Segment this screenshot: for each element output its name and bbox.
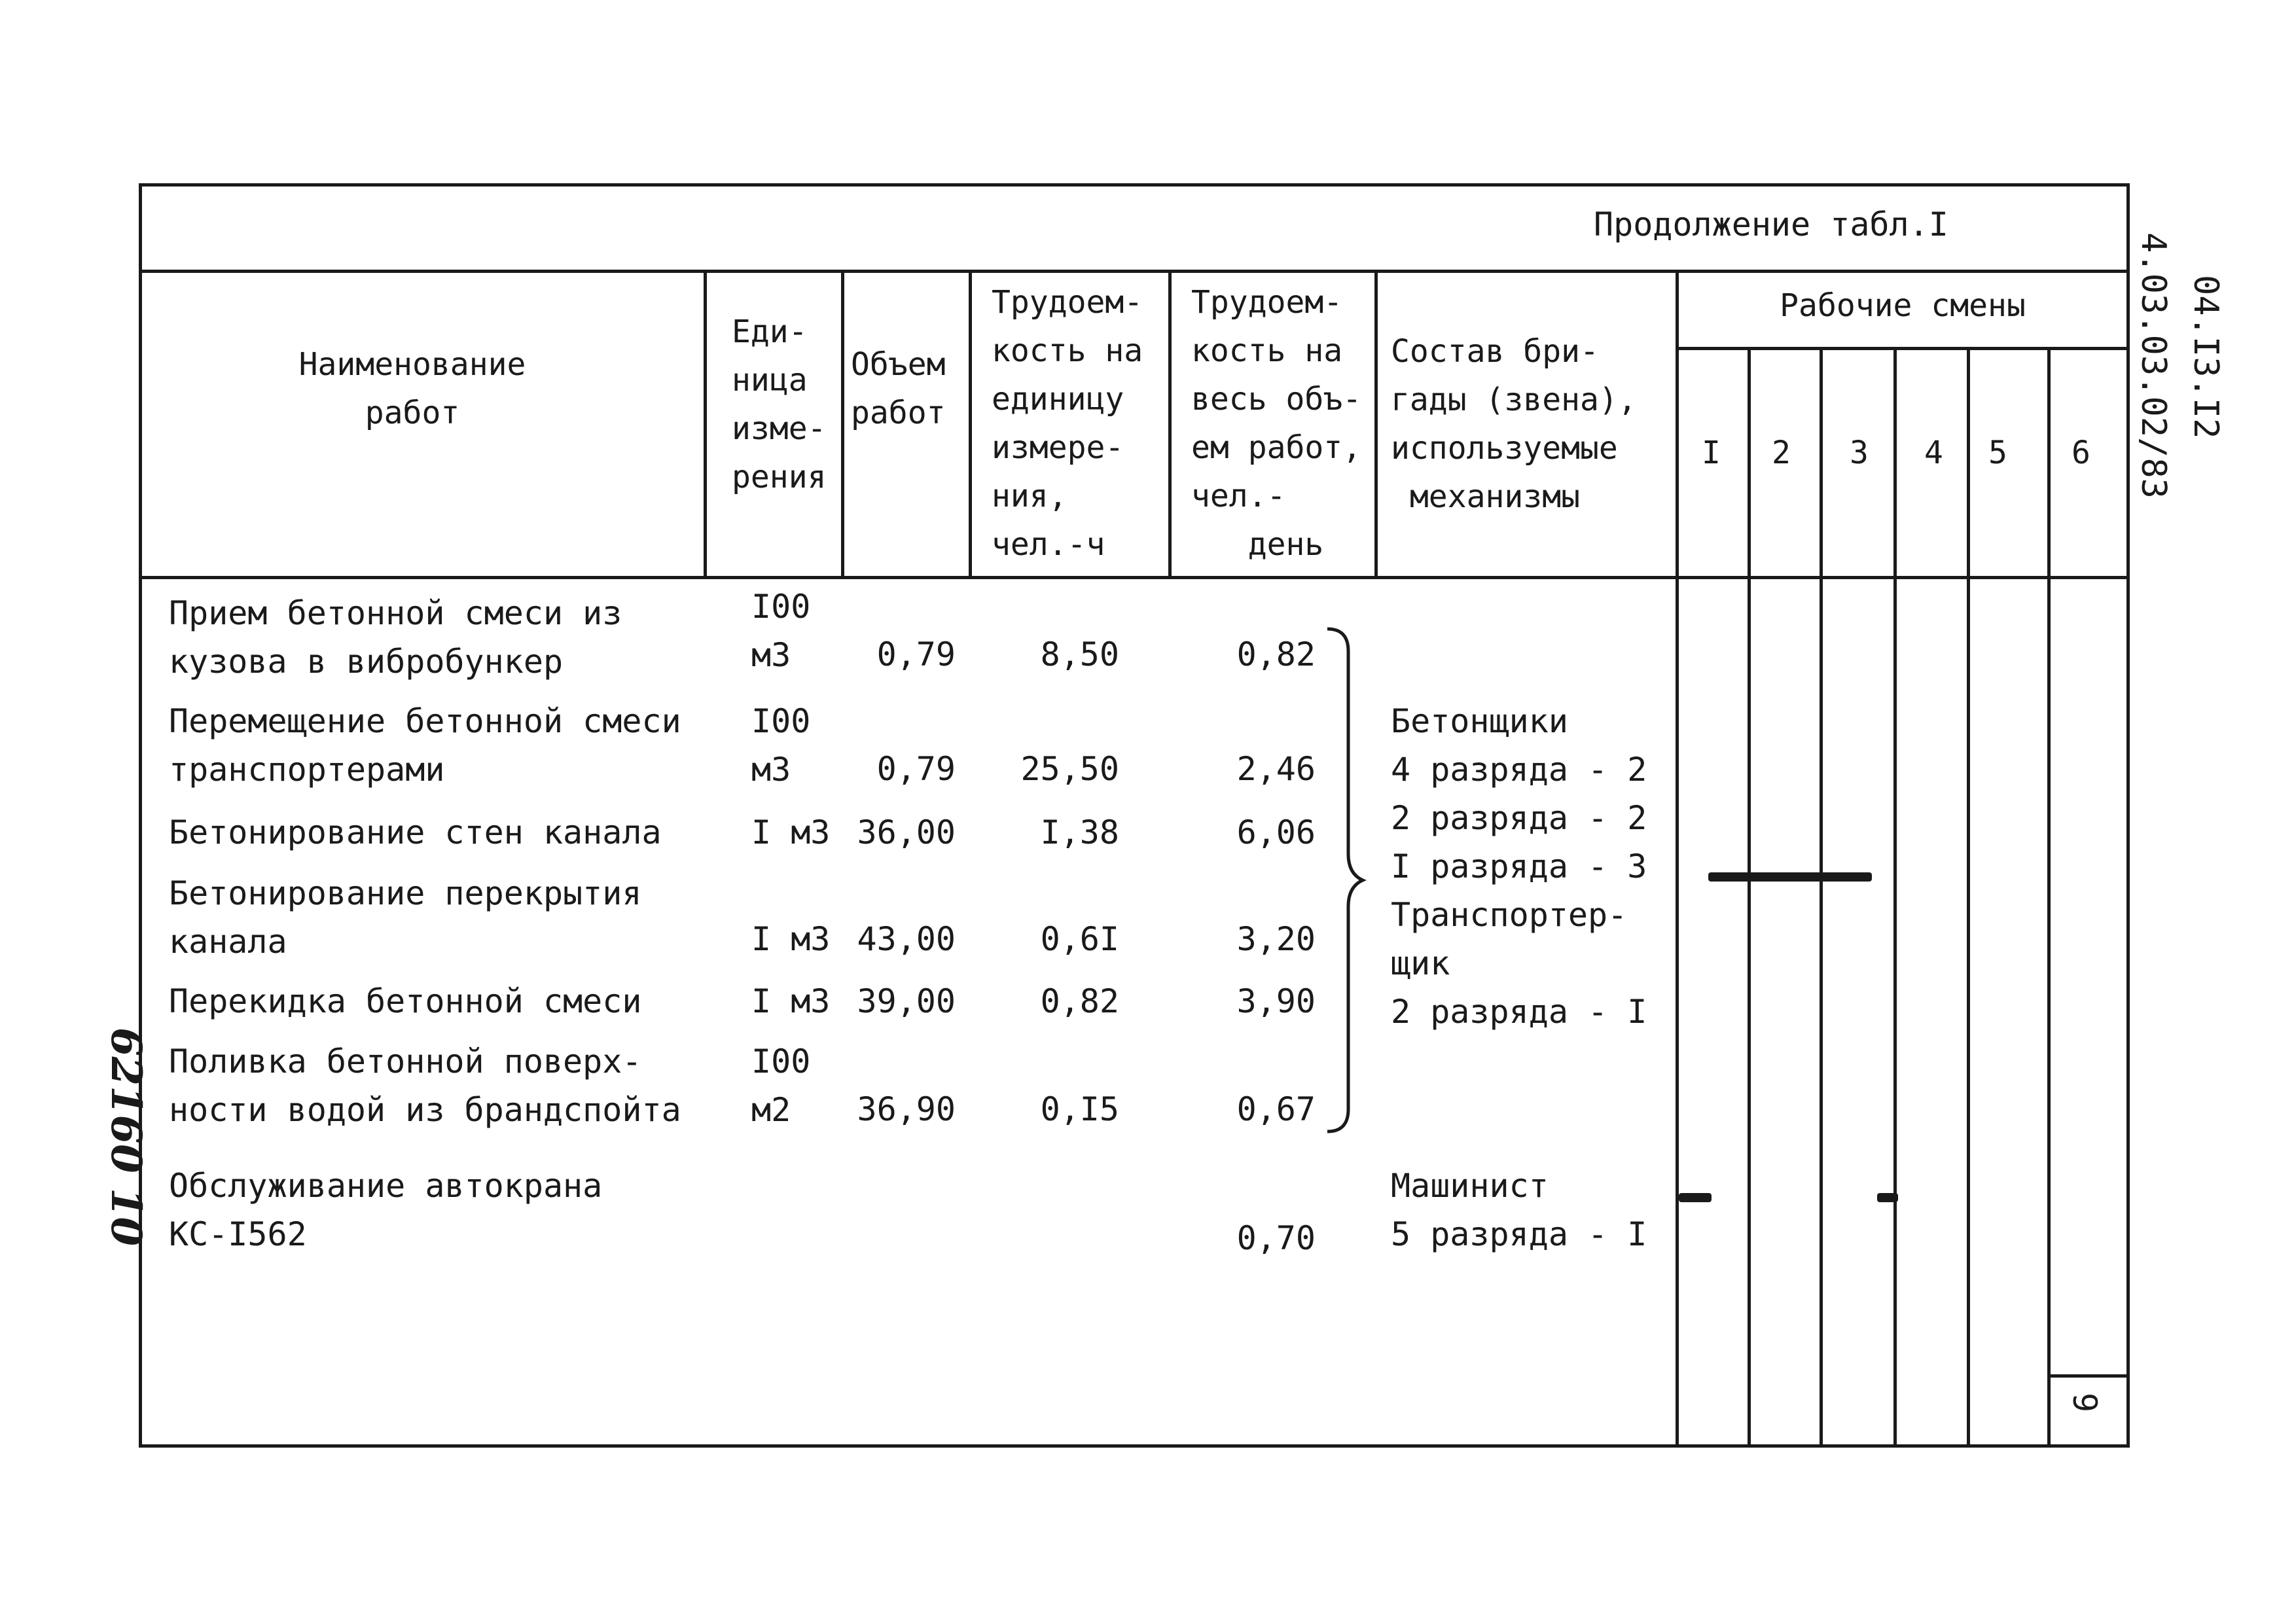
table-row-1-labor-total: 0,82 xyxy=(1236,635,1316,673)
page-number: 9 xyxy=(2066,1393,2104,1413)
crew-crane: Машинист 5 разряда - I xyxy=(1391,1167,1647,1253)
table-row-2-labor-unit: 25,50 xyxy=(1020,750,1119,788)
archive-stamp: 62160 10 xyxy=(101,1027,151,1246)
table-row-5-name: Перекидка бетонной смеси xyxy=(169,982,642,1020)
header-rule xyxy=(139,270,2130,273)
table-row-4-unit: I м3 xyxy=(751,920,831,958)
table-row-3-labor-total: 6,06 xyxy=(1236,813,1316,851)
table-row-5-labor-total: 3,90 xyxy=(1236,982,1316,1020)
shift-divider-3 xyxy=(1893,347,1897,1448)
table-row-3-labor-unit: I,38 xyxy=(1040,813,1119,851)
col-divider-volume xyxy=(841,270,844,577)
table-row-4-labor-unit: 0,6I xyxy=(1040,920,1119,958)
shift-divider-2 xyxy=(1820,347,1823,1448)
group-brace xyxy=(1322,625,1368,1135)
table-row-2-unit: I00 м3 xyxy=(751,702,811,789)
doc-code-2: 4.03.03.02/83 xyxy=(2134,232,2173,499)
col-divider-labor-unit xyxy=(969,270,972,577)
shifts-subheader-rule xyxy=(1676,347,2130,350)
shift-divider-1 xyxy=(1748,347,1751,1448)
table-row-1-name: Прием бетонной смеси из кузова в вибробункер xyxy=(169,594,622,681)
table-row-4-volume: 43,00 xyxy=(857,920,956,958)
table-row-5-unit: I м3 xyxy=(751,982,831,1020)
shift-label-2: 2 xyxy=(1772,435,1791,471)
col-divider-crew xyxy=(1374,270,1378,577)
table-row-4-name: Бетонирование перекрытия канала xyxy=(169,874,642,961)
doc-code-1: 04.I3.I2 xyxy=(2186,275,2225,439)
col-divider-labor-total xyxy=(1168,270,1172,577)
table-row-7-labor-total: 0,70 xyxy=(1236,1219,1316,1257)
col-header-shifts: Рабочие смены xyxy=(1780,287,2026,324)
col-divider-unit xyxy=(704,270,707,577)
col-header-name: Наименование работ xyxy=(298,346,526,431)
table-row-5-volume: 39,00 xyxy=(857,982,956,1020)
shift-label-3: 3 xyxy=(1850,435,1869,471)
shift-label-4: 4 xyxy=(1924,435,1943,471)
table-row-6-unit: I00 м2 xyxy=(751,1043,811,1129)
col-header-crew: Состав бри- гады (звена), используемые механизмы xyxy=(1391,333,1637,515)
table-row-3-unit: I м3 xyxy=(751,813,831,851)
column-header-rule xyxy=(139,576,2130,579)
table-row-5-labor-unit: 0,82 xyxy=(1040,982,1119,1020)
col-header-volume: Объем работ xyxy=(851,346,946,431)
shift-divider-5 xyxy=(2047,347,2051,1448)
table-row-1-unit: I00 м3 xyxy=(751,588,811,674)
continuation-title: Продолжение табл.I xyxy=(1594,205,1948,243)
shift-divider-0 xyxy=(1676,270,1679,1448)
schedule-bar-crane-shift-3 xyxy=(1877,1193,1898,1202)
shift-label-6: 6 xyxy=(2072,435,2090,471)
table-row-3-name: Бетонирование стен канала xyxy=(169,813,662,851)
shift-label-5: 5 xyxy=(1988,435,2007,471)
table-row-6-name: Поливка бетонной поверх- ности водой из брандспойта xyxy=(169,1043,681,1129)
table-row-4-labor-total: 3,20 xyxy=(1236,920,1316,958)
shift-divider-4 xyxy=(1967,347,1970,1448)
table-row-3-volume: 36,00 xyxy=(857,813,956,851)
table-row-2-name: Перемещение бетонной смеси транспортерами xyxy=(169,702,681,789)
schedule-bar-crane-shift-1 xyxy=(1679,1193,1712,1202)
table-row-1-volume: 0,79 xyxy=(876,635,956,673)
table-row-1-labor-unit: 8,50 xyxy=(1040,635,1119,673)
crew-main: Бетонщики 4 разряда - 2 2 разряда - 2 I разряда - 3 Транспортер- щик 2 разряда - I xyxy=(1391,702,1647,1031)
schedule-bar-main-crew xyxy=(1708,872,1872,882)
table-row-2-volume: 0,79 xyxy=(876,750,956,788)
table-row-6-volume: 36,90 xyxy=(857,1090,956,1128)
shift-label-1: I xyxy=(1702,435,1721,471)
table-row-7-name: Обслуживание автокрана КС-I562 xyxy=(169,1167,603,1253)
table-row-6-labor-total: 0,67 xyxy=(1236,1090,1316,1128)
col-header-labor-total: Трудоем- кость на весь объ- ем работ, чел.- день xyxy=(1191,284,1362,563)
table-row-6-labor-unit: 0,I5 xyxy=(1040,1090,1119,1128)
col-header-unit: Еди- ница изме- рения xyxy=(732,313,827,495)
col-header-labor-unit: Трудоем- кость на единицу измере- ния, чел.-ч xyxy=(992,284,1143,563)
table-row-2-labor-total: 2,46 xyxy=(1236,750,1316,788)
